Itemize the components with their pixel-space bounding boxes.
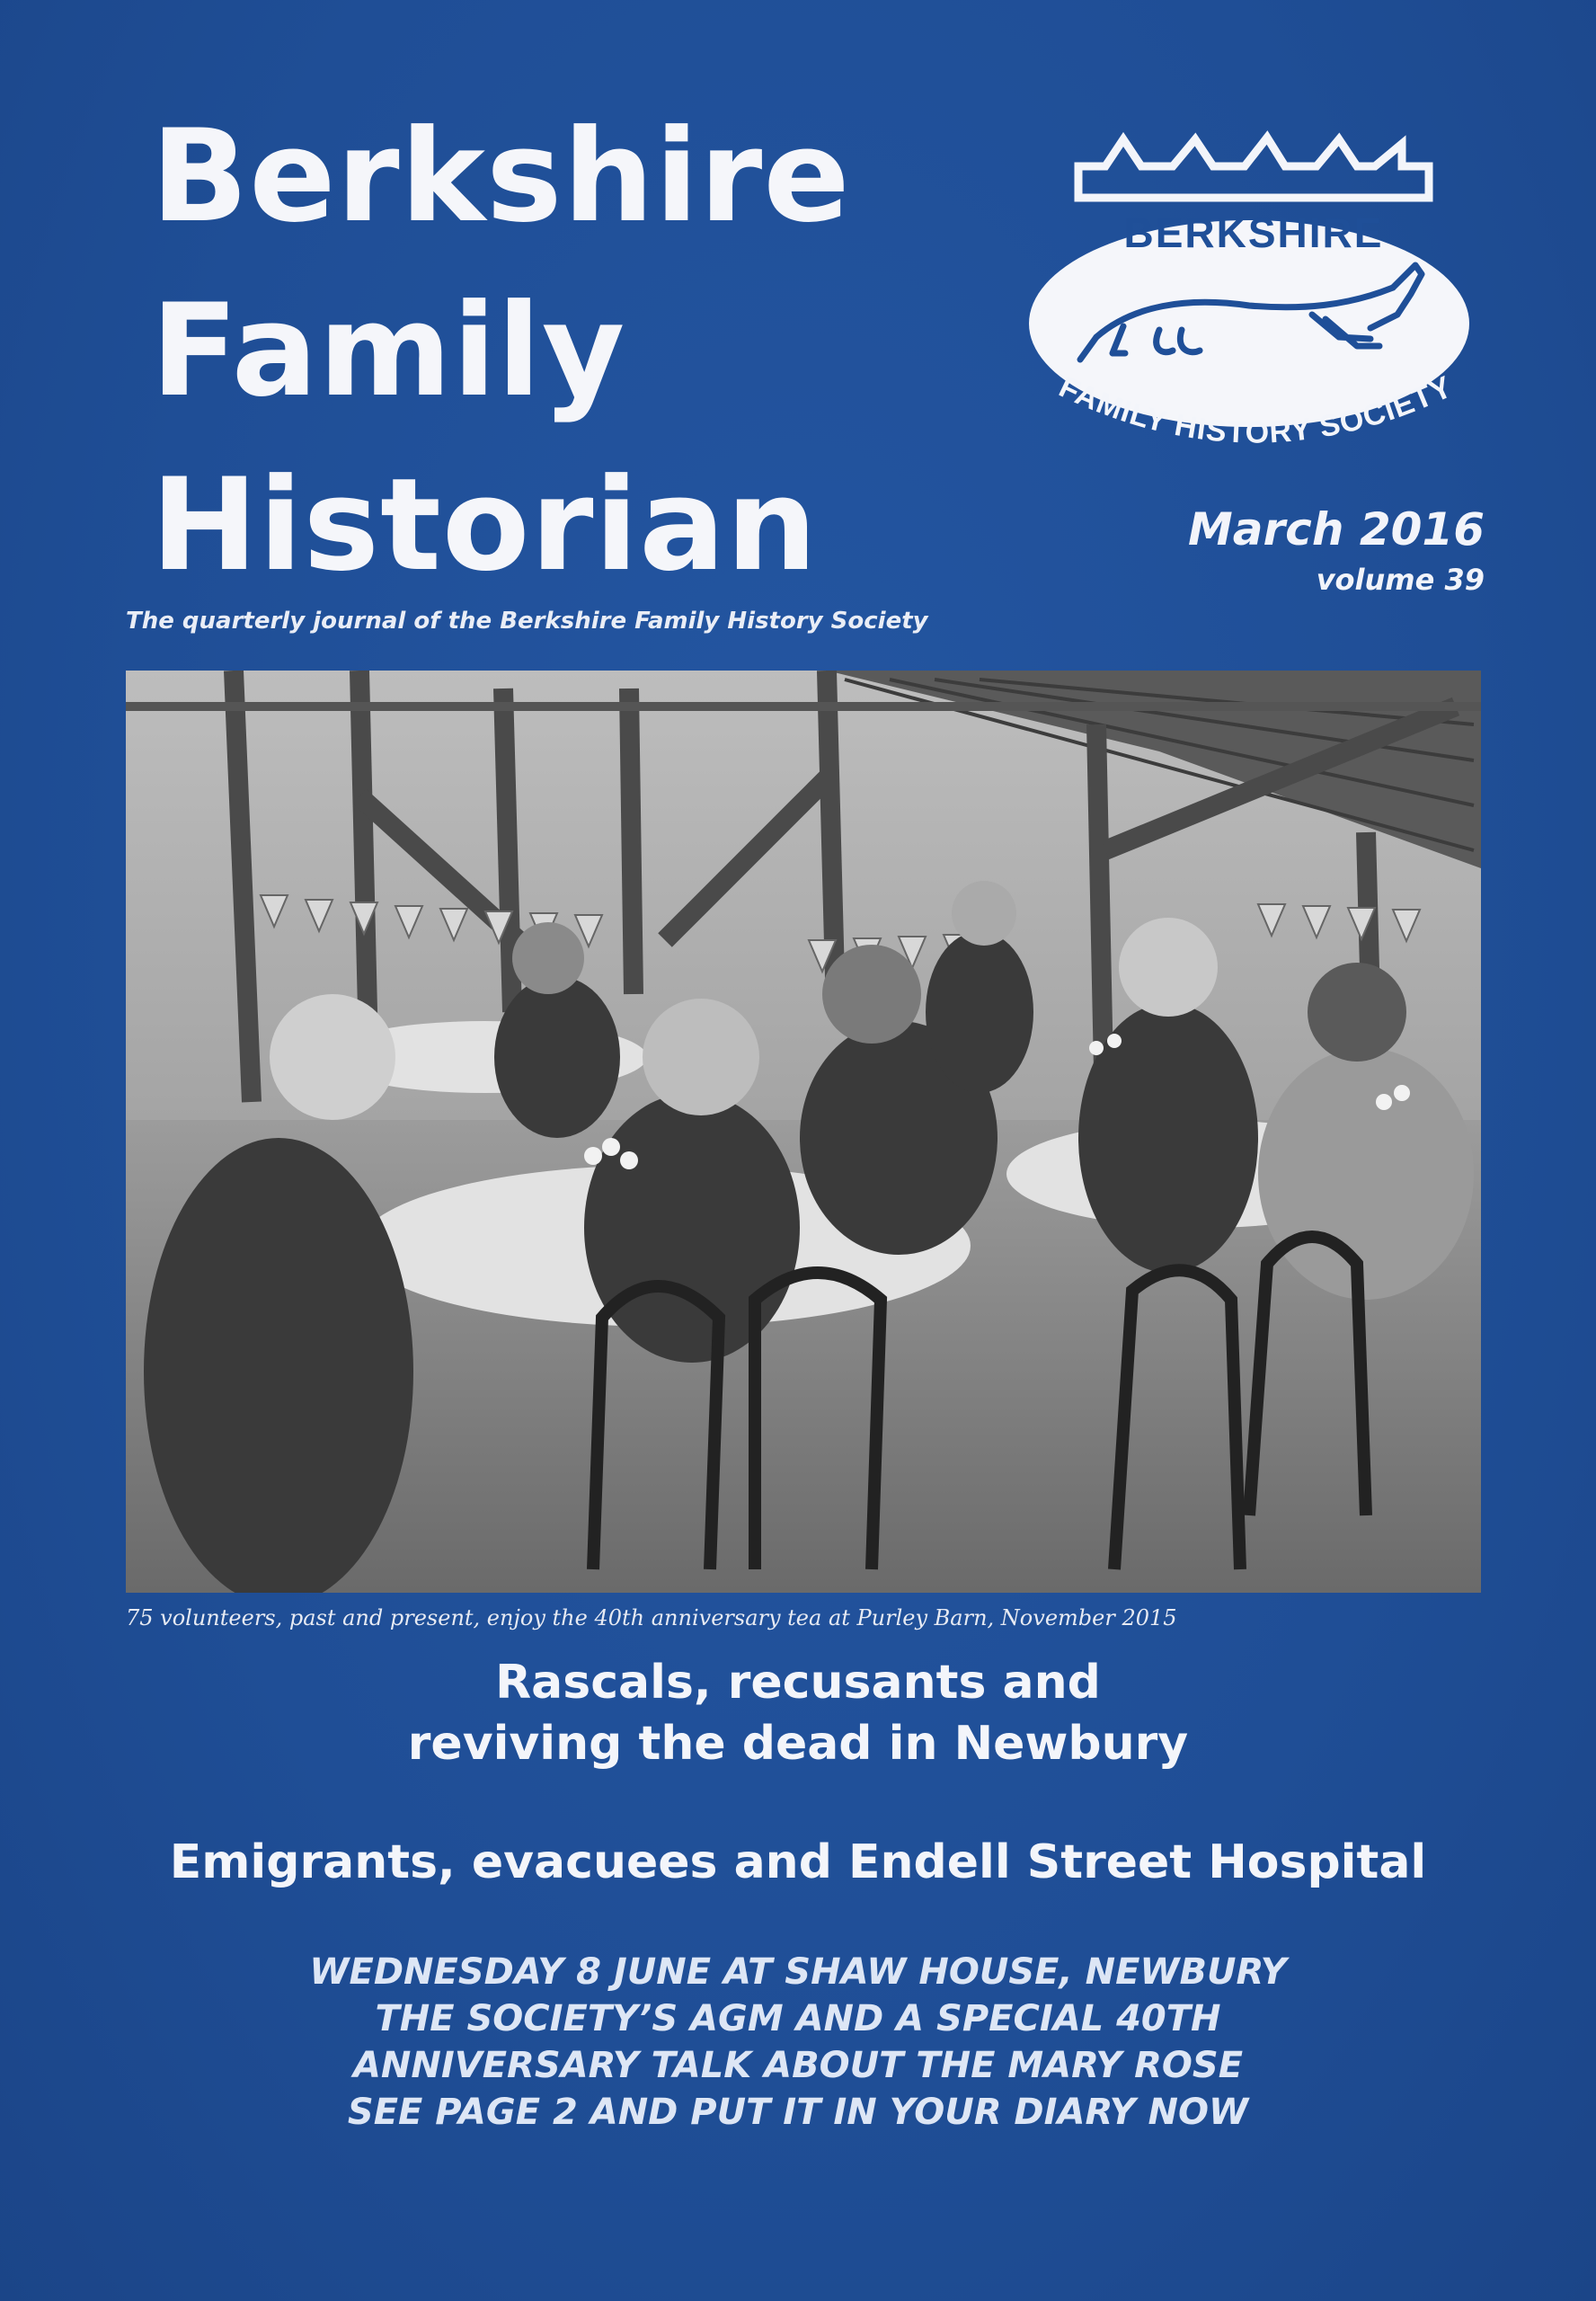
photo-caption: 75 volunteers, past and present, enjoy the 40th anniversary tea at Purley Barn, November 2015 xyxy=(126,1605,1177,1630)
issue-volume: volume 39 xyxy=(1316,563,1485,597)
notice-line-1: WEDNESDAY 8 JUNE AT SHAW HOUSE, NEWBURY xyxy=(309,1951,1287,1993)
magazine-title xyxy=(151,90,851,613)
logo-bottom-text: FAMILY HISTORY SOCIETY xyxy=(1053,369,1459,450)
journal-subtitle: The quarterly journal of the Berkshire Family History Society xyxy=(126,608,928,635)
issue-date: March 2016 xyxy=(1188,503,1485,555)
society-logo xyxy=(1015,130,1492,481)
title-line-2: Family xyxy=(151,277,626,425)
headline-main-line-1: Rascals, recusants and xyxy=(495,1656,1101,1710)
logo-top-text: BERKSHIRE xyxy=(1123,209,1384,256)
headline-main-line-2: reviving the dead in Newbury xyxy=(407,1717,1189,1771)
notice-line-4: SEE PAGE 2 AND PUT IT IN YOUR DIARY NOW xyxy=(347,2092,1249,2133)
title-line-1: Berkshire xyxy=(151,102,851,251)
headline-second: Emigrants, evacuees and Endell Street Hospital xyxy=(169,1835,1427,1889)
cover-photo xyxy=(126,671,1481,1593)
notice-line-3: ANNIVERSARY TALK ABOUT THE MARY ROSE xyxy=(352,2045,1244,2086)
agm-notice xyxy=(0,1949,1596,2136)
headline-main xyxy=(0,1652,1596,1774)
crown-icon xyxy=(1078,138,1429,198)
notice-line-2: THE SOCIETY’S AGM AND A SPECIAL 40TH xyxy=(375,1998,1221,2039)
title-line-3: Historian xyxy=(151,451,819,600)
